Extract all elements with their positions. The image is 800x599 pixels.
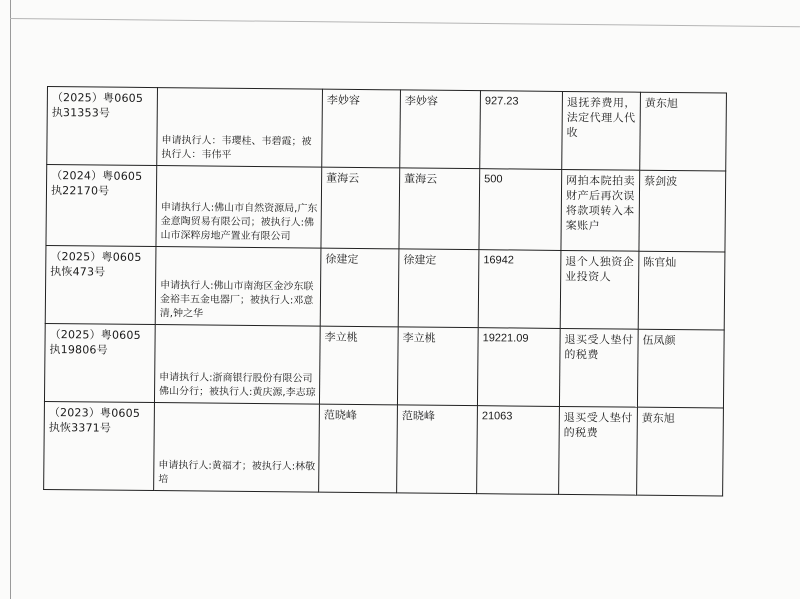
case-refund-table (43, 86, 727, 497)
reason-cell: 网拍本院拍卖财产后再次误将款项转入本案账户 (561, 169, 640, 251)
case-number-cell: （2024）粤0605执22170号 (46, 165, 157, 247)
parties-text: 申请执行人:浙商银行股份有限公司佛山分行；被执行人:黄庆源,李志琼 (159, 372, 316, 399)
officer-cell: 黄东旭 (640, 92, 727, 171)
officer-cell: 蔡剑波 (639, 170, 726, 252)
case-number-cell: （2025）粤0605执恢473号 (45, 245, 156, 324)
parties-cell (154, 325, 320, 405)
parties-text: 申请执行人:佛山市自然资源局,广东金意陶贸易有限公司；被执行人:佛山市深粹房地产置业有限公司 (160, 202, 318, 243)
reason-cell: 退买受人垫付的税费 (559, 406, 638, 495)
parties-cell (154, 403, 320, 493)
receiver-cell: 董海云 (399, 168, 480, 250)
reason-cell: 退个人独资企业投资人 (560, 250, 639, 329)
reason-cell: 退买受人垫付的税费 (559, 328, 638, 407)
table-row (45, 245, 725, 330)
payee-cell: 范晓峰 (319, 404, 398, 493)
amount-cell: 500 (479, 169, 562, 251)
amount-cell: 927.23 (480, 91, 563, 170)
payee-cell: 徐建定 (320, 248, 399, 327)
receiver-cell: 范晓峰 (397, 405, 478, 494)
table-row (47, 87, 727, 172)
officer-cell: 黄东旭 (637, 407, 724, 496)
officer-cell: 伍凤颜 (637, 329, 724, 408)
receiver-cell: 徐建定 (398, 249, 479, 328)
parties-text: 申请执行人:黄福才；被执行人:林敬培 (158, 460, 316, 486)
parties-cell (157, 88, 323, 168)
amount-cell: 19221.09 (477, 328, 560, 407)
payee-cell: 李妙容 (322, 89, 401, 168)
case-number-cell: （2025）粤0605执31353号 (47, 87, 158, 166)
amount-cell: 21063 (477, 406, 560, 495)
case-number-cell: （2025）粤0605执19806号 (44, 323, 155, 402)
payee-cell: 董海云 (321, 167, 400, 249)
case-number-cell: （2023）粤0605执恢3371号 (44, 401, 155, 490)
table-row (44, 323, 724, 408)
parties-cell (156, 166, 322, 249)
page-edge-top (10, 18, 800, 27)
page-edge-left (10, 0, 11, 599)
table-row (46, 165, 726, 253)
amount-cell: 16942 (478, 250, 561, 329)
officer-cell: 陈官灿 (638, 251, 725, 330)
table-row (44, 401, 724, 496)
reason-cell: 退抚养费用，法定代理人代收 (562, 91, 641, 170)
receiver-cell: 李妙容 (400, 90, 481, 169)
payee-cell: 李立桃 (319, 326, 398, 405)
parties-text: 申请执行人:佛山市南海区金沙东联金裕丰五金电器厂；被执行人:邓意清,钟之华 (159, 280, 314, 320)
parties-cell (155, 247, 321, 327)
receiver-cell: 李立桃 (397, 327, 478, 406)
parties-text: 申请执行人：韦璎桂、韦碧霞；被执行人：韦伟平 (161, 135, 312, 161)
